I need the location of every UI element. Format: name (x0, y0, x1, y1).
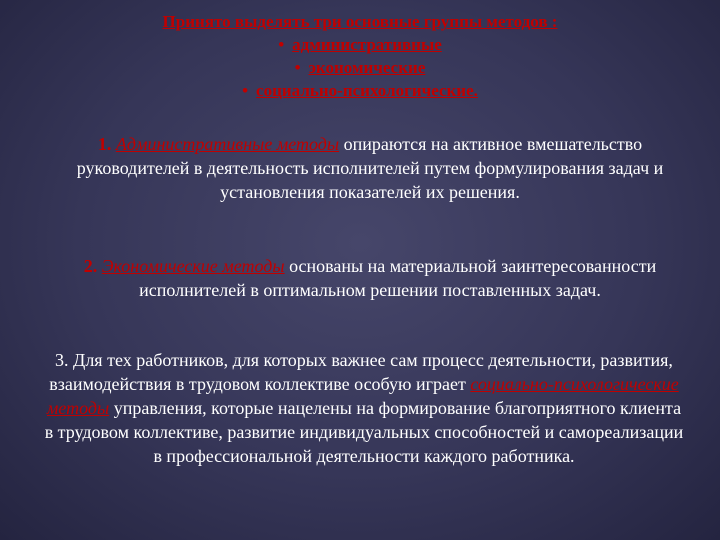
intro-item-sociopsychological (60, 79, 660, 102)
intro-item-economic (60, 56, 660, 79)
paragraph-administrative-methods (70, 132, 670, 204)
paragraph-number: 2. (83, 256, 98, 276)
method-name-administrative: Административные методы (115, 134, 340, 154)
intro-item-administrative (60, 33, 660, 56)
intro-block (60, 10, 660, 102)
intro-item-label: административные (292, 35, 442, 54)
method-name-economic: Экономические методы (101, 256, 285, 276)
intro-item-label: экономические (308, 58, 426, 77)
paragraph-economic-methods (60, 254, 680, 302)
method-name-sociopsychological: социально-психологические методы (46, 374, 679, 418)
paragraph-text-after: управления, которые нацелены на формирование благоприятного клиента в трудовом коллективе, развитие индивидуальных способностей и самореализации в профессиональной деятельности каждого работника. (44, 398, 684, 466)
intro-heading: Принято выделять три основные группы методов : (162, 12, 558, 31)
intro-item-label: социально-психологические. (256, 81, 478, 100)
paragraph-sociopsychological-methods (44, 348, 684, 468)
paragraph-number: 1. (97, 134, 112, 154)
bullet-icon: • (278, 35, 285, 54)
paragraph-text: опираются на активное вмешательство руководителей в деятельность исполнителей путем формулирования задач и установления показателей их решения. (76, 134, 664, 202)
bullet-icon: • (242, 81, 249, 100)
bullet-icon: • (294, 58, 301, 77)
paragraph-text: основаны на материальной заинтересованности исполнителей в оптимальном решении поставленных задач. (139, 256, 657, 300)
paragraph-text-before: 3. Для тех работников, для которых важнее сам процесс деятельности, развития, взаимодействия в трудовом коллективе особую играет (49, 350, 673, 394)
